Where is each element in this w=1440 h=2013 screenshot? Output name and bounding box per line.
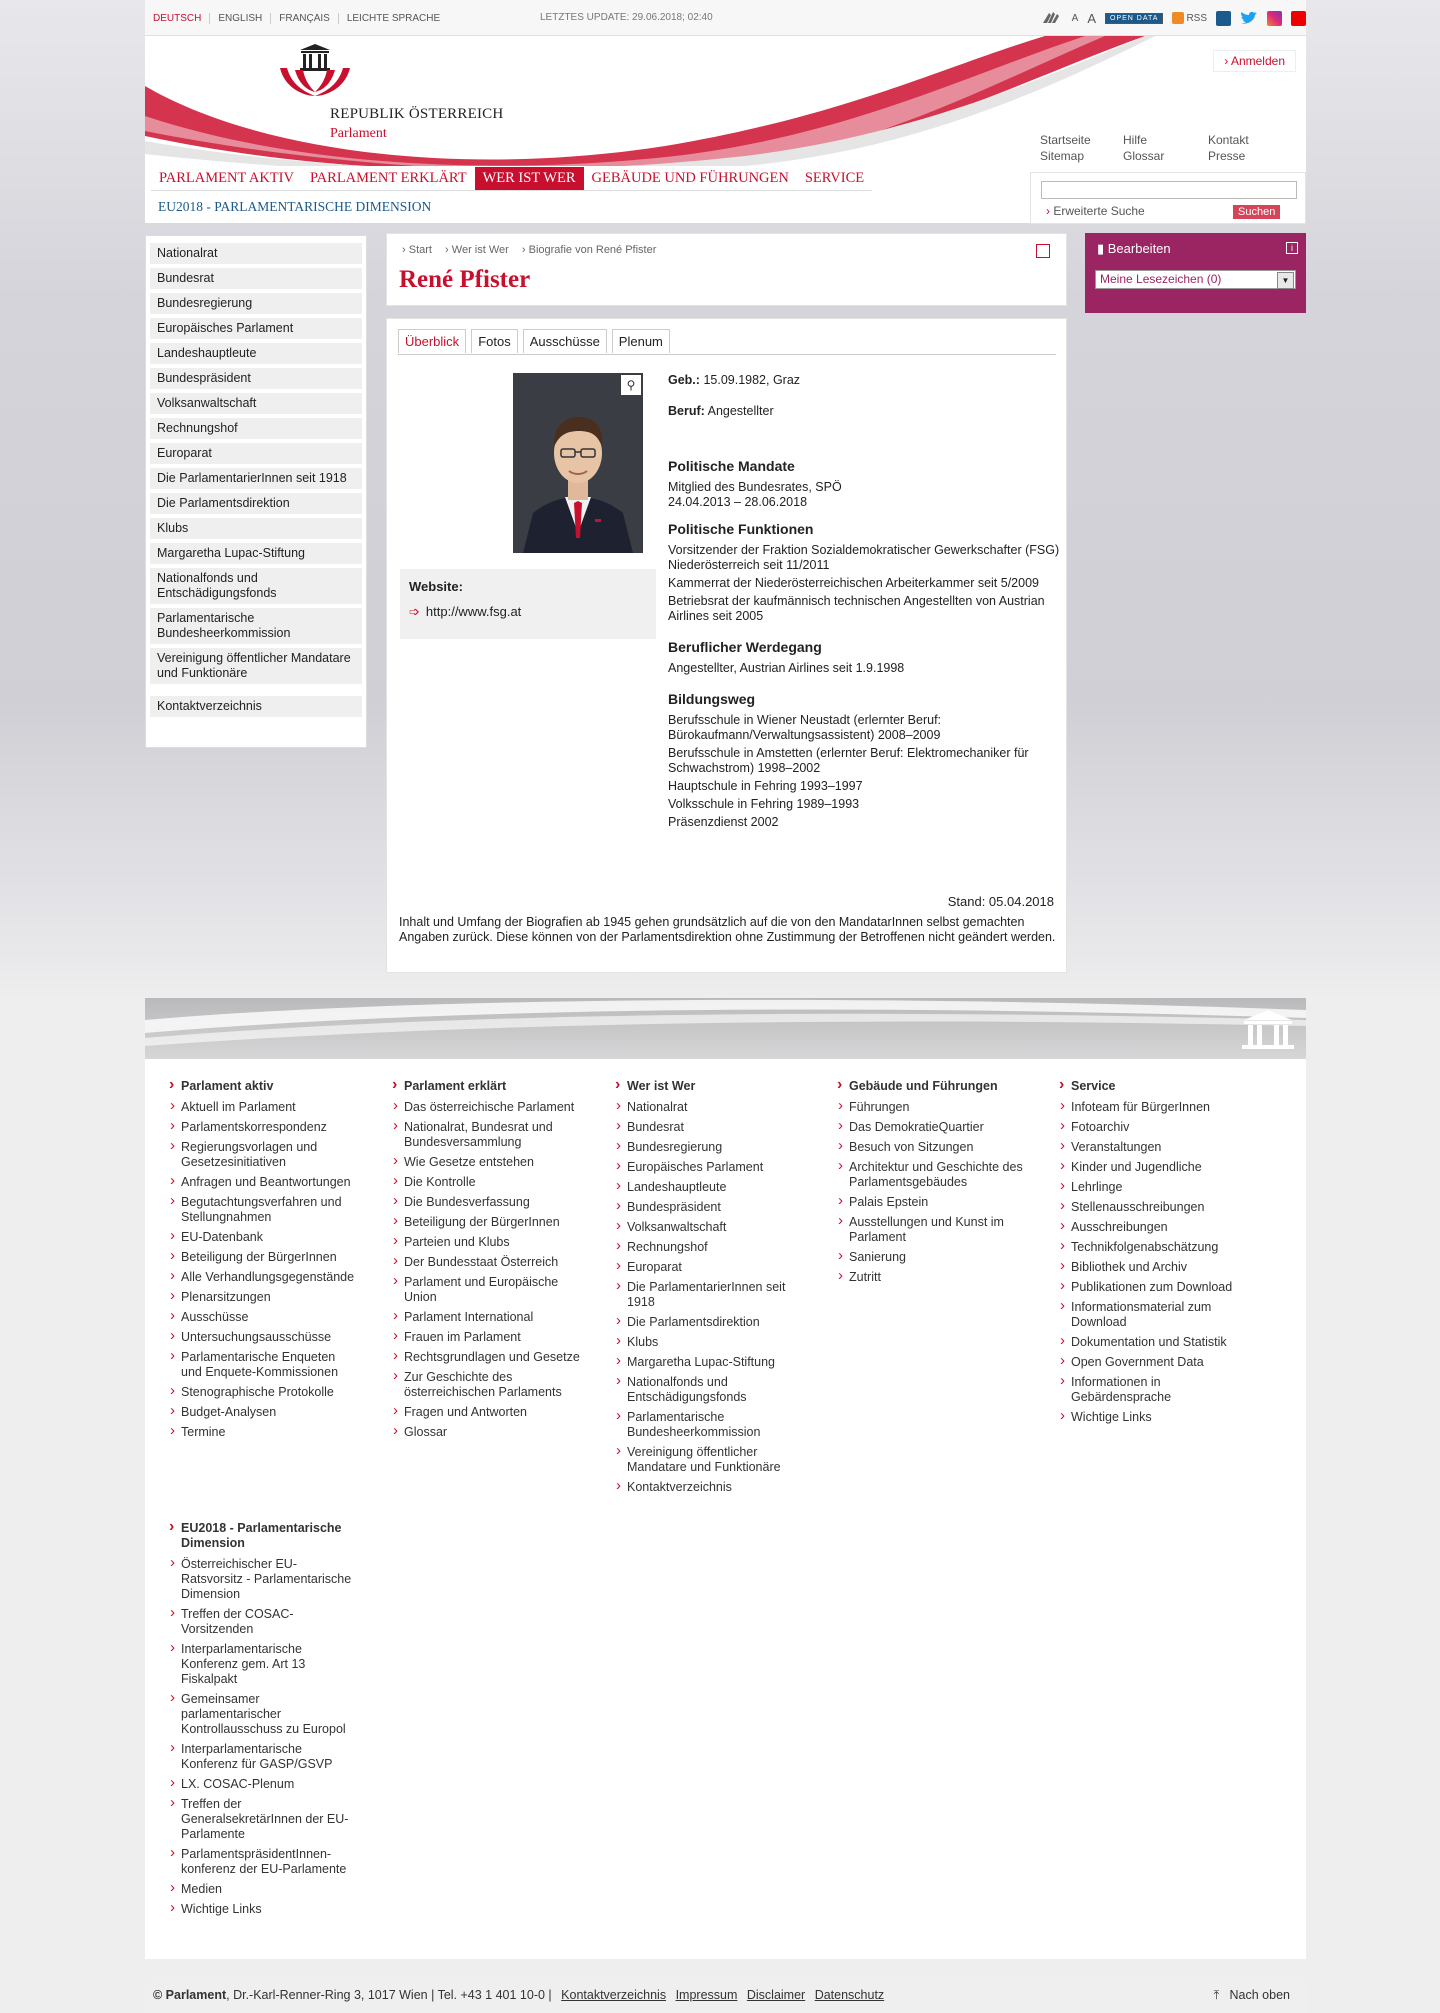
website-label: Website:	[409, 579, 463, 594]
bookmarks-select[interactable]: Meine Lesezeichen (0) ▼	[1095, 270, 1296, 289]
section-functions-heading: Politische Funktionen	[668, 521, 814, 537]
external-link-icon: ➩	[409, 604, 420, 619]
footer-col-service	[1057, 1079, 1257, 1430]
footer-parliament-icon	[1240, 1010, 1296, 1050]
footer-link[interactable]: › Beteiligung der BürgerInnen	[167, 1250, 357, 1265]
footer-link[interactable]: › Parlamentskorrespondenz	[167, 1120, 357, 1135]
footer-link[interactable]: › Volksanwaltschaft	[613, 1220, 803, 1235]
website-box	[400, 569, 656, 639]
footer-link-datenschutz[interactable]: Datenschutz	[814, 1988, 885, 2002]
advanced-search-label: Erweiterte Suche	[1053, 204, 1145, 218]
footer-link-impressum[interactable]: Impressum	[675, 1988, 738, 2002]
login-button[interactable]: › Anmelden	[1213, 50, 1296, 72]
sidebar-item-bundesheerkommission[interactable]: Parlamentarische Bundesheerkommission	[150, 608, 362, 644]
footer-link[interactable]: › Ausschreibungen	[1057, 1220, 1257, 1235]
footer-link[interactable]: › Dokumentation und Statistik	[1057, 1335, 1257, 1350]
language-switcher	[145, 0, 448, 36]
birth-info	[668, 373, 1063, 388]
footer-col-heading[interactable]: › Gebäude und Führungen	[835, 1079, 1025, 1094]
mandate-line: Mitglied des Bundesrates, SPÖ	[668, 480, 842, 494]
nav-eu2018[interactable]: EU2018 - PARLAMENTARISCHE DIMENSION	[158, 199, 432, 214]
sidebar-item-bundespraesident[interactable]: Bundespräsident	[150, 368, 362, 389]
footer-col-heading[interactable]: › Parlament aktiv	[167, 1079, 357, 1094]
nav-wer-ist-wer[interactable]: WER IST WER	[475, 167, 584, 191]
sidebar-item-vereinigung[interactable]: Vereinigung öffentlicher Mandatare und Funktionäre	[150, 648, 362, 684]
footer-link[interactable]: › Bundesregierung	[613, 1140, 803, 1155]
footer-link[interactable]: › Anfragen und Beantwortungen	[167, 1175, 357, 1190]
footer-link[interactable]: › Begutachtungsverfahren und Stellungnahmen	[167, 1195, 357, 1225]
footer-link[interactable]: › Kontaktverzeichnis	[613, 1480, 803, 1495]
font-size-large-button[interactable]: A	[1087, 10, 1097, 26]
tab-bar	[398, 329, 670, 353]
nav-parlament-erklaert[interactable]: PARLAMENT ERKLÄRT	[302, 167, 475, 191]
link-kontakt[interactable]: Kontakt	[1208, 133, 1249, 147]
footer-link[interactable]: › Informationen in Gebärdensprache	[1057, 1375, 1257, 1405]
sidebar-item-parlamentsdirektion[interactable]: Die Parlamentsdirektion	[150, 493, 362, 514]
footer-link[interactable]: › Der Bundesstaat Österreich	[390, 1255, 580, 1270]
footer-link[interactable]: › Gemeinsamer parlamentarischer Kontrollausschuss zu Europol	[167, 1692, 357, 1737]
arrow-up-icon: ⤒	[1213, 1988, 1230, 2002]
sidebar-item-klubs[interactable]: Klubs	[150, 518, 362, 539]
footer-col-parlament-aktiv	[167, 1079, 357, 1445]
footer-link[interactable]: › Bibliothek und Archiv	[1057, 1260, 1257, 1275]
footer-link[interactable]: › Vereinigung öffentlicher Mandatare und Funktionäre	[613, 1445, 803, 1475]
footer-link[interactable]: › Die Parlamentsdirektion	[613, 1315, 803, 1330]
search-box	[1030, 172, 1306, 224]
footer-col-parlament-erklaert	[390, 1079, 580, 1445]
nav-parlament-aktiv[interactable]: PARLAMENT AKTIV	[151, 167, 302, 191]
footer-link[interactable]: › Österreichischer EU-Ratsvorsitz - Parlamentarische Dimension	[167, 1557, 357, 1602]
lang-francais[interactable]: FRANÇAIS	[271, 13, 339, 24]
footer-link-disclaimer[interactable]: Disclaimer	[746, 1988, 806, 2002]
footer-swoosh-graphic	[145, 998, 1306, 1060]
lang-deutsch[interactable]: DEUTSCH	[145, 13, 210, 24]
footer-link[interactable]: › Open Government Data	[1057, 1355, 1257, 1370]
rss-label: RSS	[1186, 12, 1207, 24]
twitter-icon[interactable]	[1240, 11, 1258, 26]
breadcrumb-start[interactable]: › Start	[402, 244, 432, 256]
footer-link[interactable]: › Ausstellungen und Kunst im Parlament	[835, 1215, 1025, 1245]
lang-english[interactable]: ENGLISH	[210, 13, 271, 24]
rss-link[interactable]	[1172, 12, 1207, 24]
main-navigation	[151, 167, 872, 191]
biography	[668, 373, 1063, 833]
sign-language-icon[interactable]	[1041, 9, 1063, 27]
footer-link[interactable]: › Margaretha Lupac-Stiftung	[613, 1355, 803, 1370]
footer-link[interactable]: › Fotoarchiv	[1057, 1120, 1257, 1135]
footer-link[interactable]: › Parlament und Europäische Union	[390, 1275, 580, 1305]
footer-link[interactable]: › Die Kontrolle	[390, 1175, 580, 1190]
footer-link[interactable]: › Glossar	[390, 1425, 580, 1440]
footer-link[interactable]: › Sanierung	[835, 1250, 1025, 1265]
back-to-top-label: Nach oben	[1229, 1988, 1290, 2002]
job-value: Angestellter	[707, 404, 774, 418]
education-line: Volksschule in Fehring 1989–1993	[668, 797, 860, 811]
print-icon[interactable]	[1036, 244, 1050, 258]
footer-bottom	[145, 1978, 1306, 2013]
function-line: Kammerrat der Niederösterreichischen Arbeiterkammer seit 5/2009	[668, 576, 1039, 590]
footer-link[interactable]: › Veranstaltungen	[1057, 1140, 1257, 1155]
footer-col-heading[interactable]: › Wer ist Wer	[613, 1079, 803, 1094]
footer-link[interactable]: › Fragen und Antworten	[390, 1405, 580, 1420]
job-info	[668, 404, 1063, 419]
footer-link[interactable]: › LX. COSAC-Plenum	[167, 1777, 357, 1792]
footer-link[interactable]: › Bundesrat	[613, 1120, 803, 1135]
link-presse[interactable]: Presse	[1208, 149, 1246, 163]
function-line: Vorsitzender der Fraktion Sozialdemokratischer Gewerkschafter (FSG) Niederösterreich seit 11/2011	[668, 543, 1060, 572]
footer-col-heading[interactable]: › Parlament erklärt	[390, 1079, 580, 1094]
footer-link[interactable]: › Parlamentarische Bundesheerkommission	[613, 1410, 803, 1440]
education-line: Präsenzdienst 2002	[668, 815, 779, 829]
brand-name: REPUBLIK ÖSTERREICH	[330, 106, 504, 122]
education-line: Hauptschule in Fehring 1993–1997	[668, 779, 863, 793]
breadcrumb-wer-ist-wer-label: Wer ist Wer	[451, 244, 509, 256]
stand-date: Stand: 05.04.2018	[947, 894, 1054, 909]
breadcrumb-current-label: Biografie von René Pfister	[528, 244, 657, 256]
education-line: Berufsschule in Amstetten (erlernter Beruf: Elektromechaniker für Schwachstrom) 1998–2002	[668, 746, 1029, 775]
footer-link[interactable]: › Informationsmaterial zum Download	[1057, 1300, 1257, 1330]
last-update: LETZTES UPDATE: 29.06.2018; 02:40	[540, 12, 713, 23]
footer-link[interactable]: › Wichtige Links	[1057, 1410, 1257, 1425]
page-title: René Pfister	[399, 266, 531, 293]
parliament-logo-icon	[275, 44, 355, 104]
lang-leichte-sprache[interactable]: LEICHTE SPRACHE	[346, 12, 441, 24]
footer-link[interactable]: › Die ParlamentarierInnen seit 1918	[613, 1280, 803, 1310]
back-to-top-link[interactable]	[1214, 1988, 1290, 2003]
sidebar-item-nationalrat[interactable]: Nationalrat	[150, 243, 362, 264]
footer-link[interactable]: › Architektur und Geschichte des Parlamentsgebäudes	[835, 1160, 1025, 1190]
login-label: Anmelden	[1230, 54, 1285, 68]
top-tools	[1041, 0, 1306, 36]
edit-box	[1085, 233, 1306, 313]
facebook-icon[interactable]	[1216, 11, 1231, 26]
footer-link[interactable]: › Treffen der GeneralsekretärInnen der EU-Parlamente	[167, 1797, 357, 1842]
footer-link[interactable]: › Technikfolgenabschätzung	[1057, 1240, 1257, 1255]
website-link[interactable]	[409, 604, 647, 620]
footer-col-heading[interactable]: › Service	[1057, 1079, 1257, 1094]
footer-link[interactable]: › Wie Gesetze entstehen	[390, 1155, 580, 1170]
service-links	[1040, 133, 1288, 163]
footer-link[interactable]: › Medien	[167, 1882, 357, 1897]
font-size-small-button[interactable]: A	[1071, 12, 1079, 24]
footer-link[interactable]: › Zur Geschichte des österreichischen Parlaments	[390, 1370, 580, 1400]
sidebar-item-landeshauptleute[interactable]: Landeshauptleute	[150, 343, 362, 364]
footer-link[interactable]: › Führungen	[835, 1100, 1025, 1115]
title-box	[386, 233, 1067, 306]
footer-col-heading[interactable]: › EU2018 - Parlamentarische Dimension	[167, 1521, 357, 1551]
footer-link[interactable]: › Untersuchungsausschüsse	[167, 1330, 357, 1345]
site-header	[145, 36, 1306, 223]
footer-col-wer-ist-wer	[613, 1079, 803, 1500]
footer-link[interactable]: › Plenarsitzungen	[167, 1290, 357, 1305]
sidebar-item-europarat[interactable]: Europarat	[150, 443, 362, 464]
link-sitemap[interactable]: Sitemap	[1040, 149, 1085, 163]
mandate-line: 24.04.2013 – 28.06.2018	[668, 495, 808, 509]
section-career-heading: Beruflicher Werdegang	[668, 639, 822, 655]
rss-icon	[1172, 12, 1184, 24]
open-data-badge[interactable]: OPEN DATA	[1105, 13, 1163, 24]
portrait-illustration	[513, 373, 643, 553]
footer-band	[145, 998, 1306, 1060]
footer-link[interactable]: › Palais Epstein	[835, 1195, 1025, 1210]
footer-link[interactable]: › Parlamentarische Enqueten und Enquete-Kommissionen	[167, 1350, 357, 1380]
footer-link[interactable]: › Termine	[167, 1425, 357, 1440]
link-hilfe[interactable]: Hilfe	[1123, 133, 1148, 147]
footer-link[interactable]: › Alle Verhandlungsgegenstände	[167, 1270, 357, 1285]
footer-col-eu2018	[167, 1521, 357, 1922]
main-content	[386, 318, 1067, 973]
footer-link[interactable]: › Das DemokratieQuartier	[835, 1120, 1025, 1135]
tab-ueberblick[interactable]: Überblick	[398, 329, 466, 353]
job-label: Beruf:	[668, 404, 705, 418]
footer-link[interactable]: › Parteien und Klubs	[390, 1235, 580, 1250]
footer-address	[153, 1988, 884, 2002]
link-glossar[interactable]: Glossar	[1123, 149, 1165, 163]
footer-link[interactable]: › Regierungsvorlagen und Gesetzesinitiativen	[167, 1140, 357, 1170]
nav-service[interactable]: SERVICE	[797, 167, 872, 191]
footer-link[interactable]: › Stellenausschreibungen	[1057, 1200, 1257, 1215]
footer-link[interactable]: › Landeshauptleute	[613, 1180, 803, 1195]
footer-col-gebaeude	[835, 1079, 1025, 1290]
footer-link[interactable]: › Besuch von Sitzungen	[835, 1140, 1025, 1155]
footer-link[interactable]: › Europäisches Parlament	[613, 1160, 803, 1175]
tab-divider	[398, 354, 1056, 355]
footer-link[interactable]: › Die Bundesverfassung	[390, 1195, 580, 1210]
footer-link[interactable]: › Beteiligung der BürgerInnen	[390, 1215, 580, 1230]
footer-link[interactable]: › Nationalfonds und Entschädigungsfonds	[613, 1375, 803, 1405]
footer-link[interactable]: › ParlamentspräsidentInnen-konferenz der EU-Parlamente	[167, 1847, 357, 1877]
footer-link[interactable]: › Wichtige Links	[167, 1902, 357, 1917]
tab-ausschuesse[interactable]: Ausschüsse	[523, 329, 607, 353]
footer	[145, 1059, 1306, 1959]
info-icon[interactable]: i	[1286, 242, 1298, 254]
advanced-search-link[interactable]: › Erweiterte Suche	[1046, 204, 1145, 218]
footer-link[interactable]: › Kinder und Jugendliche	[1057, 1160, 1257, 1175]
search-input[interactable]	[1041, 181, 1297, 199]
footer-link[interactable]: › Rechtsgrundlagen und Gesetze	[390, 1350, 580, 1365]
sidebar-item-nationalfonds[interactable]: Nationalfonds und Entschädigungsfonds	[150, 568, 362, 604]
footer-link[interactable]: › Zutritt	[835, 1270, 1025, 1285]
youtube-icon[interactable]	[1291, 11, 1306, 26]
footer-link[interactable]: › Das österreichische Parlament	[390, 1100, 580, 1115]
instagram-icon[interactable]	[1267, 11, 1282, 26]
edit-box-title: Bearbeiten	[1107, 241, 1171, 256]
breadcrumb-wer-ist-wer[interactable]: › Wer ist Wer	[445, 244, 509, 256]
tab-plenum[interactable]: Plenum	[612, 329, 670, 353]
link-startseite[interactable]: Startseite	[1040, 133, 1091, 147]
career-line: Angestellter, Austrian Airlines seit 1.9.1998	[668, 661, 905, 675]
footer-link[interactable]: › Budget-Analysen	[167, 1405, 357, 1420]
bio-disclaimer: Inhalt und Umfang der Biografien ab 1945 gehen grundsätzlich auf die von den MandatarInnen selbst gemachten Angaben zurück. Diese können von der Parlamentsdirektion ohne Zustimmung der Betroffenen nicht geändert werden.	[399, 915, 1056, 944]
footer-link[interactable]: › Infoteam für BürgerInnen	[1057, 1100, 1257, 1115]
search-button[interactable]: Suchen	[1233, 205, 1280, 219]
copyright: © Parlament	[153, 1988, 227, 2002]
footer-link[interactable]: › Parlament International	[390, 1310, 580, 1325]
breadcrumb	[402, 244, 666, 256]
sidebar-item-volksanwaltschaft[interactable]: Volksanwaltschaft	[150, 393, 362, 414]
address-text: , Dr.-Karl-Renner-Ring 3, 1017 Wien | Tel. +43 1 401 10-0 |	[226, 1988, 552, 2002]
footer-link[interactable]: › Nationalrat	[613, 1100, 803, 1115]
breadcrumb-current: › Biografie von René Pfister	[521, 244, 657, 256]
sidebar	[145, 235, 367, 748]
footer-link[interactable]: › Rechnungshof	[613, 1240, 803, 1255]
footer-link[interactable]: › Lehrlinge	[1057, 1180, 1257, 1195]
footer-link[interactable]: › Bundespräsident	[613, 1200, 803, 1215]
footer-link[interactable]: › Nationalrat, Bundesrat und Bundesversammlung	[390, 1120, 580, 1150]
bookmark-icon: ▮	[1097, 241, 1108, 256]
nav-gebaeude-fuehrungen[interactable]: GEBÄUDE UND FÜHRUNGEN	[584, 167, 797, 191]
sidebar-item-bundesrat[interactable]: Bundesrat	[150, 268, 362, 289]
footer-link[interactable]: › Klubs	[613, 1335, 803, 1350]
section-education-heading: Bildungsweg	[668, 691, 756, 707]
function-line: Betriebsrat der kaufmännisch technischen Angestellten von Austrian Airlines seit 2005	[668, 594, 1045, 623]
tab-fotos[interactable]: Fotos	[471, 329, 518, 353]
footer-link[interactable]: › Publikationen zum Download	[1057, 1280, 1257, 1295]
sidebar-item-bundesregierung[interactable]: Bundesregierung	[150, 293, 362, 314]
brand-subtitle: Parlament	[330, 126, 387, 141]
birth-label: Geb.:	[668, 373, 700, 387]
footer-link[interactable]: › EU-Datenbank	[167, 1230, 357, 1245]
birth-value: 15.09.1982, Graz	[703, 373, 801, 387]
footer-link[interactable]: › Treffen der COSAC-Vorsitzenden	[167, 1607, 357, 1637]
footer-link[interactable]: › Frauen im Parlament	[390, 1330, 580, 1345]
section-mandates-heading: Politische Mandate	[668, 458, 795, 474]
breadcrumb-start-label: Start	[408, 244, 432, 256]
footer-link[interactable]: › Interparlamentarische Konferenz gem. Art 13 Fiskalpakt	[167, 1642, 357, 1687]
education-line: Berufsschule in Wiener Neustadt (erlernter Beruf: Bürokaufmann/Verwaltungsassistent) 2008–2009	[668, 713, 942, 742]
footer-link[interactable]: › Europarat	[613, 1260, 803, 1275]
portrait-photo[interactable]	[513, 373, 643, 553]
sidebar-item-europaeisches-parlament[interactable]: Europäisches Parlament	[150, 318, 362, 339]
sidebar-item-kontaktverzeichnis[interactable]: Kontaktverzeichnis	[150, 696, 362, 717]
sidebar-item-parlamentarierinnen[interactable]: Die ParlamentarierInnen seit 1918	[150, 468, 362, 489]
top-bar	[145, 0, 1306, 36]
footer-link[interactable]: › Aktuell im Parlament	[167, 1100, 357, 1115]
footer-link-kontaktverzeichnis[interactable]: Kontaktverzeichnis	[561, 1988, 667, 2002]
sidebar-item-lupac-stiftung[interactable]: Margaretha Lupac-Stiftung	[150, 543, 362, 564]
sidebar-item-rechnungshof[interactable]: Rechnungshof	[150, 418, 362, 439]
website-url: http://www.fsg.at	[425, 604, 522, 619]
footer-link[interactable]: › Stenographische Protokolle	[167, 1385, 357, 1400]
footer-link[interactable]: › Ausschüsse	[167, 1310, 357, 1325]
edit-box-header	[1097, 241, 1171, 257]
zoom-icon[interactable]: ⚲	[621, 375, 641, 395]
footer-link[interactable]: › Interparlamentarische Konferenz für GASP/GSVP	[167, 1742, 357, 1772]
